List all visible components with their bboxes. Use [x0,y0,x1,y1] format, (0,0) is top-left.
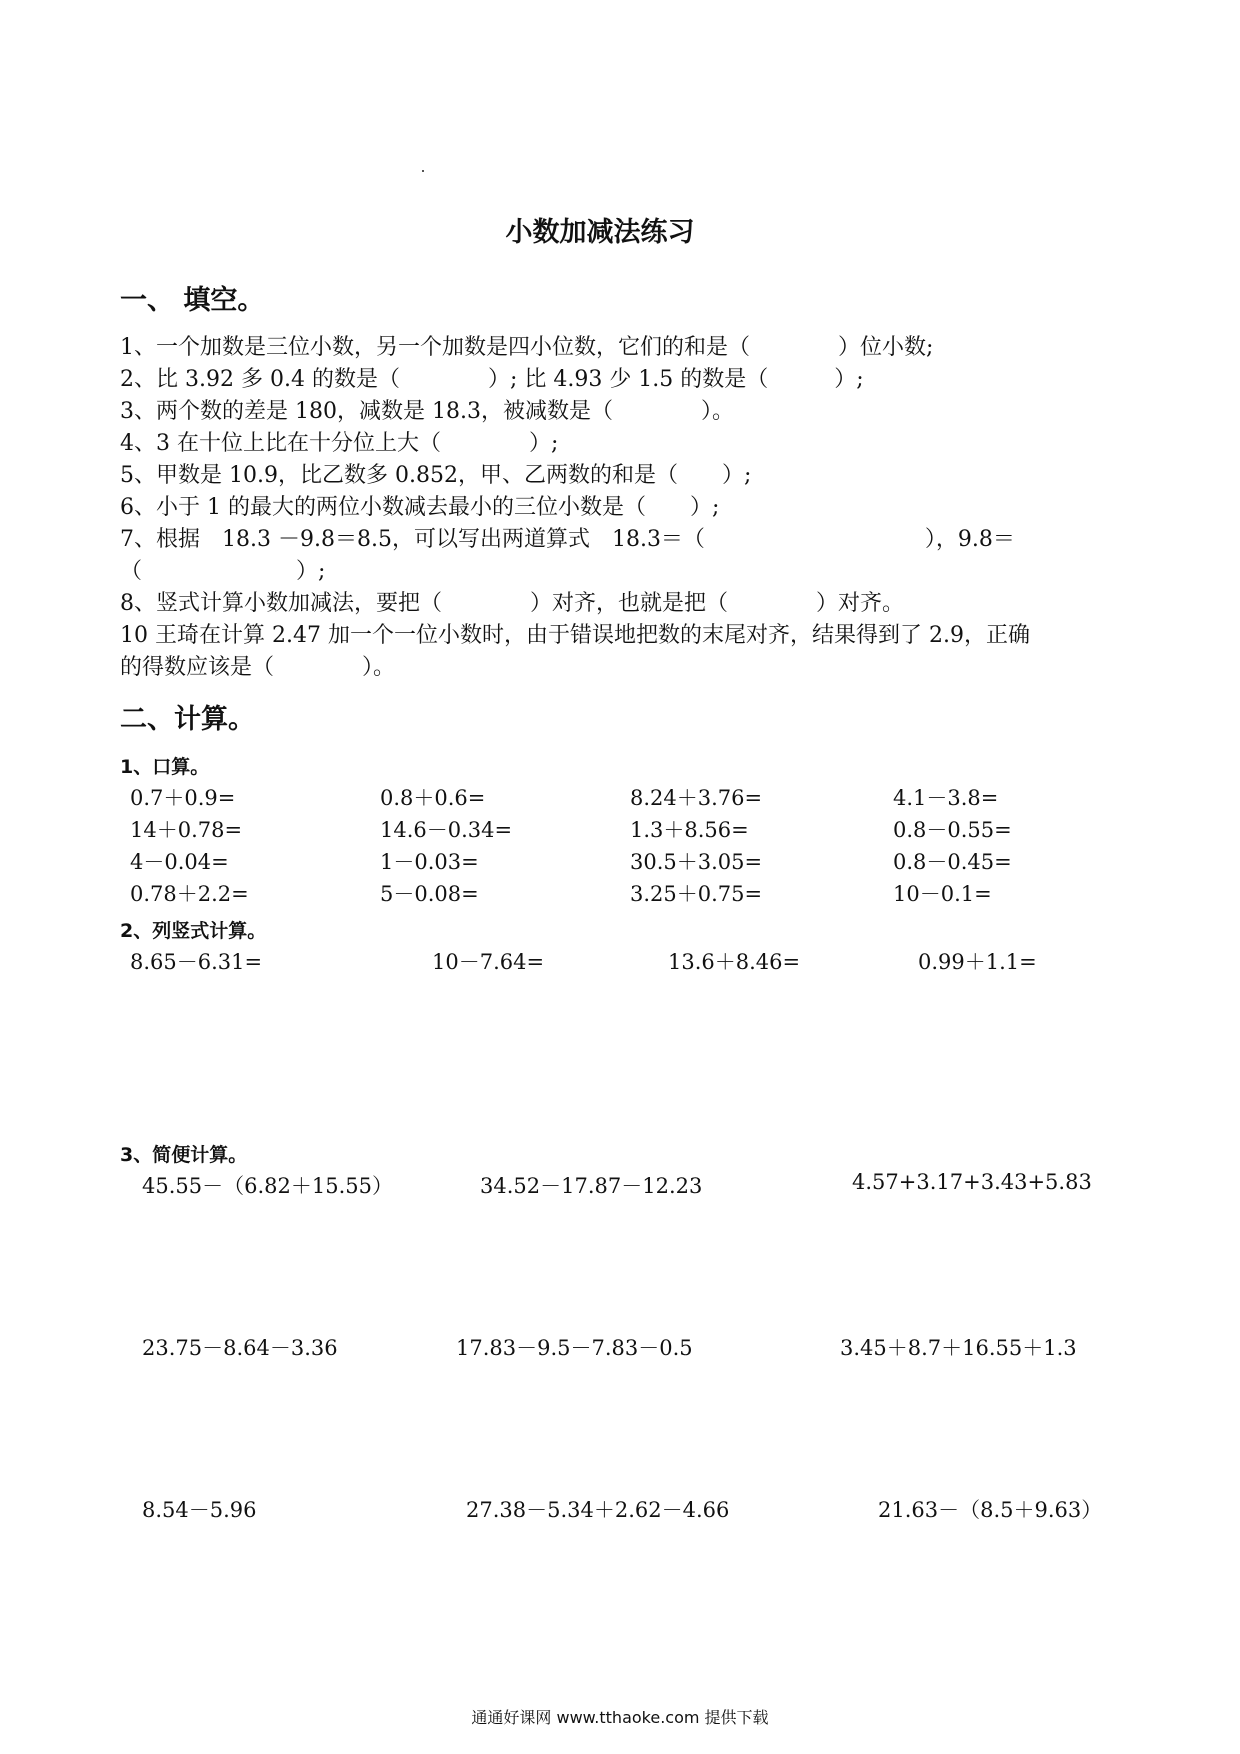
simplified-calc-item: 34.52－17.87－12.23 [480,1174,703,1198]
question-7: 7、根据 18.3 －9.8＝8.5，可以写出两道算式 18.3＝（ ），9.8＝ [120,527,1015,552]
oral-calc-item: 5－0.08= [380,882,479,906]
simplified-calc-item: 17.83－9.5－7.83－0.5 [456,1336,693,1360]
question-5: 5、甲数是 10.9，比乙数多 0.852，甲、乙两数的和是（ ）; [120,463,752,488]
oral-calc-item: 1.3＋8.56= [630,818,749,842]
oral-calc-item: 4.1－3.8= [893,786,999,810]
question-10-continued: 的得数应该是（ ）。 [120,655,396,680]
question-1: 1、一个加数是三位小数，另一个加数是四小位数，它们的和是（ ）位小数; [120,335,934,360]
oral-calc-item: 0.8－0.55= [893,818,1012,842]
vertical-calc-item: 0.99＋1.1= [918,950,1037,974]
question-8: 8、竖式计算小数加减法，要把（ ）对齐，也就是把（ ）对齐。 [120,591,904,616]
simplified-calc-item: 23.75－8.64－3.36 [142,1336,338,1360]
oral-calc-item: 14＋0.78= [130,818,243,842]
page-title: 小数加减法练习 [505,217,695,248]
oral-calc-item: 0.8＋0.6= [380,786,486,810]
simplified-calc-heading: 3、简便计算。 [120,1144,248,1166]
oral-calc-heading: 1、口算。 [120,756,210,778]
question-4: 4、3 在十位上比在十分位上大（ ）; [120,431,559,456]
oral-calc-item: 8.24＋3.76= [630,786,763,810]
question-7-continued: （ ）; [120,559,326,584]
oral-calc-item: 4－0.04= [130,850,229,874]
simplified-calc-item: 27.38－5.34＋2.62－4.66 [466,1498,730,1522]
simplified-calc-item: 4.57+3.17+3.43+5.83 [852,1170,1092,1194]
oral-calc-item: 0.78＋2.2= [130,882,249,906]
question-3: 3、两个数的差是 180，减数是 18.3，被减数是（ ）。 [120,399,734,424]
oral-calc-item: 10－0.1= [893,882,992,906]
question-6: 6、小于 1 的最大的两位小数减去最小的三位小数是（ ）; [120,495,720,520]
vertical-calc-heading: 2、列竖式计算。 [120,920,267,942]
simplified-calc-item: 3.45＋8.7＋16.55＋1.3 [840,1336,1077,1360]
section2-heading: 二、计算。 [120,704,255,735]
oral-calc-item: 1－0.03= [380,850,479,874]
oral-calc-item: 0.8－0.45= [893,850,1012,874]
oral-calc-item: 14.6－0.34= [380,818,513,842]
simplified-calc-item: 8.54－5.96 [142,1498,257,1522]
vertical-calc-item: 13.6＋8.46= [668,950,801,974]
vertical-calc-item: 8.65－6.31= [130,950,263,974]
oral-calc-item: 30.5＋3.05= [630,850,763,874]
simplified-calc-item: 21.63－（8.5＋9.63） [878,1498,1103,1522]
section1-heading: 一、 填空。 [120,285,265,316]
oral-calc-item: 0.7＋0.9= [130,786,236,810]
simplified-calc-item: 45.55－（6.82＋15.55） [142,1174,393,1198]
footer-credit: 通通好课网 www.tthaoke.com 提供下载 [471,1708,769,1727]
question-2: 2、比 3.92 多 0.4 的数是（ ）; 比 4.93 少 1.5 的数是（ ）; [120,367,864,392]
question-10: 10 王琦在计算 2.47 加一个一位小数时，由于错误地把数的末尾对齐，结果得到了 2.9，正确 [120,623,1030,648]
stray-dot [422,170,424,172]
oral-calc-item: 3.25＋0.75= [630,882,763,906]
vertical-calc-item: 10－7.64= [432,950,545,974]
